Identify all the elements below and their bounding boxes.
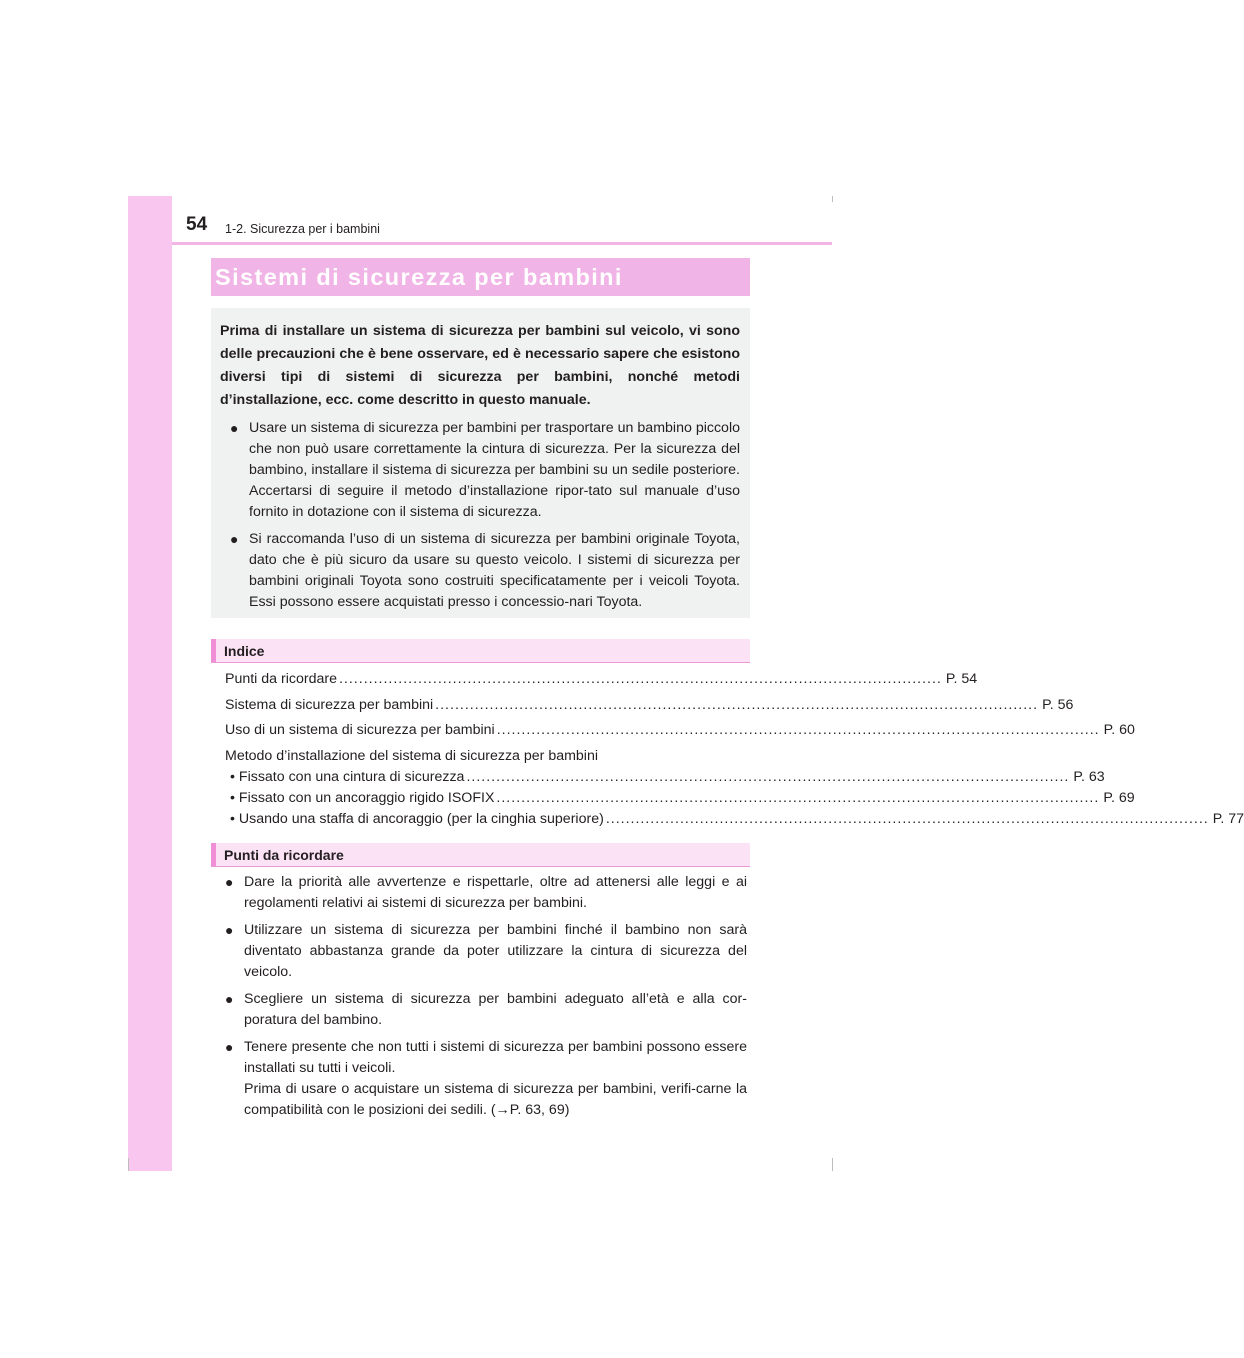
toc-entry-page: P. 63 bbox=[1073, 769, 1105, 785]
toc-entry[interactable] bbox=[225, 722, 1135, 738]
bullet-text: Usare un sistema di sicurezza per bambini per trasportare un bambino piccolo che non può usare correttamente la cintura di sicurezza. Per la sicurezza del bambino, installare il sistema di sicurezza per bambini su un sedile posteriore. Accertarsi di seguire il metodo d’installazione ripor-tato sul manuale d’uso fornito in dotazione con il sistema di sicurezza. bbox=[249, 420, 740, 520]
toc-entry[interactable] bbox=[225, 697, 1074, 713]
page-title: Sistemi di sicurezza per bambini bbox=[211, 258, 750, 296]
toc-entry-title: • Usando una staffa di ancoraggio (per la cinghia superiore) bbox=[230, 811, 604, 827]
remember-list bbox=[215, 872, 747, 1127]
bullet-icon: ● bbox=[230, 531, 239, 547]
toc-entry-page: P. 60 bbox=[1103, 722, 1135, 738]
remember-bullet bbox=[215, 872, 747, 914]
remember-heading bbox=[211, 843, 750, 867]
remember-heading-label: Punti da ricordare bbox=[224, 847, 344, 863]
bullet-icon: ● bbox=[225, 874, 234, 890]
bullet-icon: ● bbox=[225, 922, 234, 938]
toc-entry-title: • Fissato con un ancoraggio rigido ISOFIX bbox=[230, 790, 495, 806]
bullet-icon: ● bbox=[225, 991, 234, 1007]
toc-entry-page: P. 56 bbox=[1042, 697, 1074, 713]
toc-sub-entry[interactable] bbox=[230, 790, 1135, 806]
bullet-text: Si raccomanda l’uso di un sistema di sicurezza per bambini originale Toyota, dato che è più sicuro da usare su questo veicolo. I sistemi di sicurezza per bambini originali Toyota sono costruiti specificatamente per i veicoli Toyota. Essi possono essere acquistati presso i concessio-nari Toyota. bbox=[249, 531, 740, 610]
toc-entry-page: P. 54 bbox=[945, 671, 978, 687]
crop-mark bbox=[832, 196, 833, 202]
remember-bullet bbox=[215, 920, 747, 983]
toc-entry-title: Uso di un sistema di sicurezza per bambini bbox=[225, 722, 495, 738]
toc-entry-title: • Fissato con una cintura di sicurezza bbox=[230, 769, 465, 785]
header-rule bbox=[172, 242, 832, 245]
toc-entry-title: Sistema di sicurezza per bambini bbox=[225, 697, 434, 713]
intro-bullet bbox=[220, 418, 740, 523]
bullet-extra-text: Prima di usare o acquistare un sistema di sicurezza per bambini, verifi-carne la compatibilità con le posizioni dei sedili. (→P. 63, 69) bbox=[244, 1081, 747, 1118]
toc-sub-entry[interactable] bbox=[230, 811, 1244, 827]
intro-box bbox=[211, 308, 750, 618]
toc-entry[interactable] bbox=[225, 671, 978, 687]
running-head: 1-2. Sicurezza per i bambini bbox=[225, 222, 380, 236]
bullet-text: Tenere presente che non tutti i sistemi di sicurezza per bambini possono essere installati su tutti i veicoli. bbox=[244, 1039, 747, 1076]
toc-leader: .......................................................................................................................... bbox=[435, 697, 1039, 713]
bullet-text: Scegliere un sistema di sicurezza per bambini adeguato all’età e alla cor-poratura del bambino. bbox=[244, 991, 747, 1028]
toc-group-title: Metodo d’installazione del sistema di sicurezza per bambini bbox=[225, 748, 599, 764]
index-heading bbox=[211, 639, 750, 663]
heading-accent-bar bbox=[211, 843, 216, 866]
toc-leader: .......................................................................................................................... bbox=[466, 769, 1070, 785]
toc-entry-page: P. 77 bbox=[1212, 811, 1244, 827]
crop-mark bbox=[128, 1158, 129, 1171]
bullet-text: Dare la priorità alle avvertenze e rispettarle, oltre ad attenersi alle leggi e ai regolamenti relativi ai sistemi di sicurezza per bambini. bbox=[244, 874, 747, 911]
toc-entry-page: P. 69 bbox=[1103, 790, 1135, 806]
bullet-icon: ● bbox=[225, 1039, 234, 1055]
toc-entry-title: Punti da ricordare bbox=[225, 671, 337, 687]
bullet-text: Utilizzare un sistema di sicurezza per bambini finché il bambino non sarà diventato abbastanza grande da poter utilizzare la cintura di sicurezza del veicolo. bbox=[244, 922, 747, 980]
intro-text: Prima di installare un sistema di sicurezza per bambini sul veicolo, vi sono delle precauzioni che è bene osservare, ed è necessario sapere che esistono diversi tipi di sistemi di sicurezza per bambini, nonché metodi d’installazione, ecc. come descritto in questo manuale. bbox=[220, 323, 740, 408]
toc-leader: .......................................................................................................................... bbox=[496, 790, 1100, 806]
remember-bullet bbox=[215, 1037, 747, 1121]
page-number: 54 bbox=[186, 214, 208, 235]
intro-bullet bbox=[220, 529, 740, 613]
toc-leader: .......................................................................................................................... bbox=[338, 671, 942, 687]
crop-mark bbox=[832, 1158, 833, 1171]
bullet-icon: ● bbox=[230, 420, 239, 436]
remember-bullet bbox=[215, 989, 747, 1031]
heading-accent-bar bbox=[211, 639, 216, 662]
toc-leader: .......................................................................................................................... bbox=[605, 811, 1209, 827]
toc-sub-entry[interactable] bbox=[230, 769, 1105, 785]
side-color-band bbox=[128, 196, 172, 1171]
index-heading-label: Indice bbox=[224, 643, 265, 659]
toc-leader: .......................................................................................................................... bbox=[496, 722, 1100, 738]
